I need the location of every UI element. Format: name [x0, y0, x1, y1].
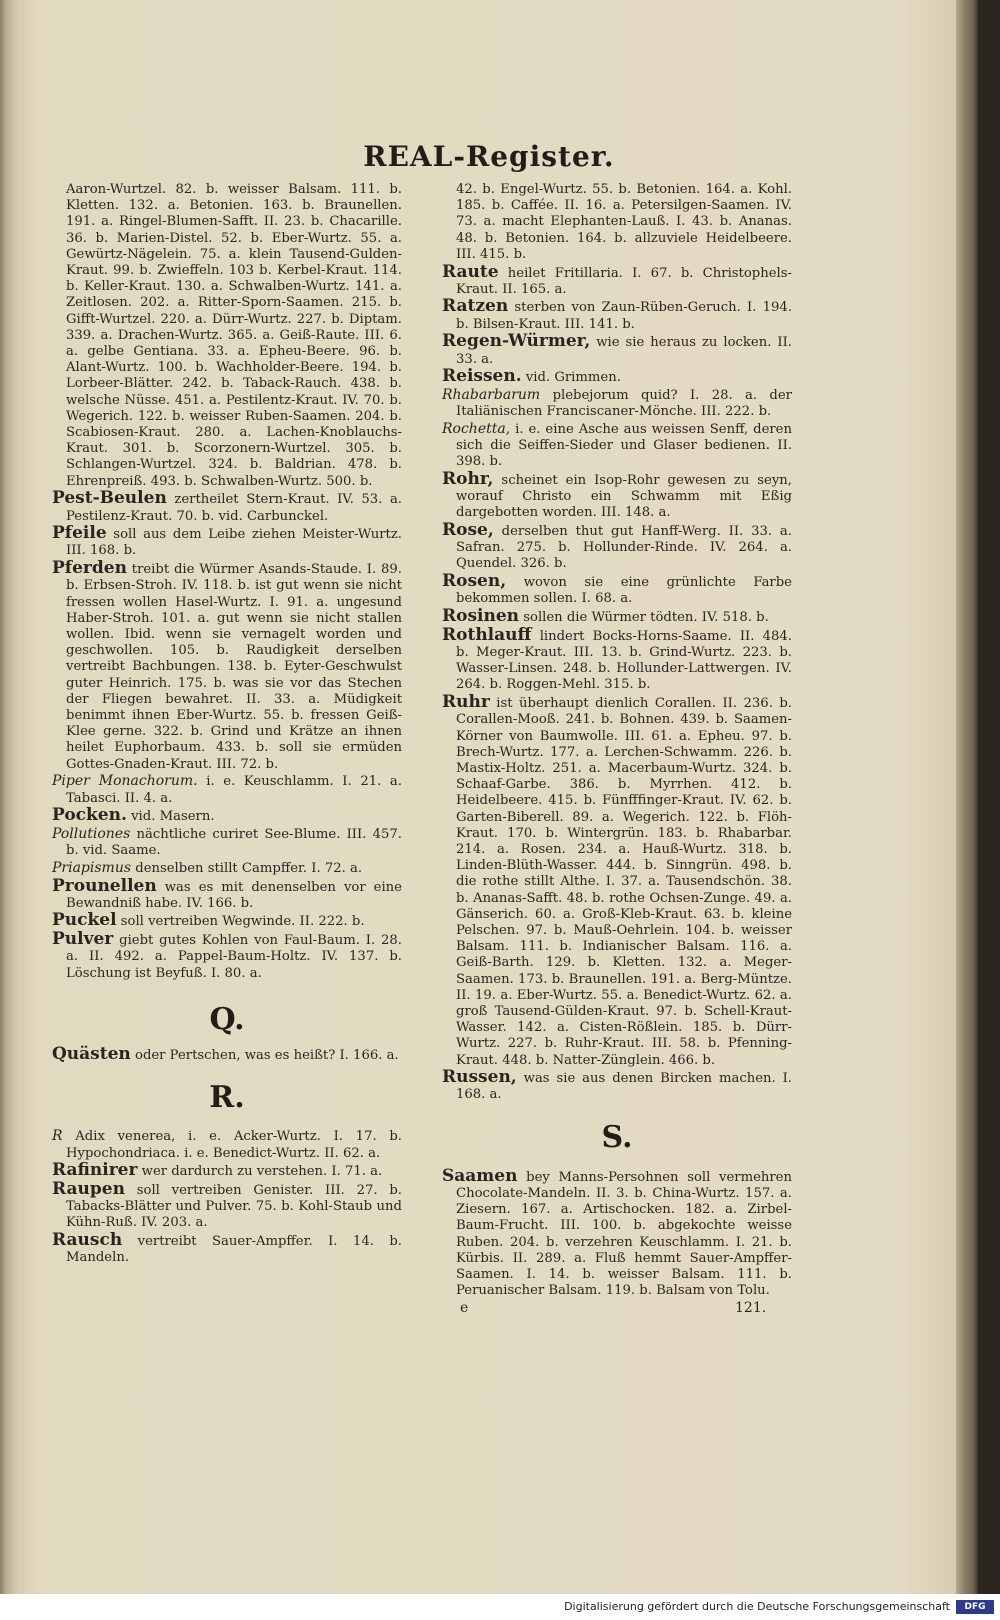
entry-text: i. e. Keuschlamm. I. 21. a. Tabasci. II. 4. a. — [66, 774, 402, 806]
entry-text: wer dardurch zu verstehen. I. 71. a. — [141, 1164, 383, 1180]
index-entry — [52, 560, 402, 773]
entry-text: sollen die Würmer tödten. IV. 518. b. — [523, 610, 769, 626]
entry-text: 42. b. Engel-Wurtz. 55. b. Betonien. 164. a. Kohl. 185. b. Caffée. II. 16. a. Petersilgen-Saamen. IV. 73. a. macht Elephanten-Lauß. I. 43. b. Ananas. 48. b. Betonien. 164. b. allzuviele Heidelbeere. III. 415. b. — [456, 182, 792, 262]
entry-text: derselben thut gut Hanff-Werg. II. 33. a. Safran. 275. b. Hollunder-Rinde. IV. 264. a. Quendel. 326. b. — [456, 524, 792, 572]
entry-headword: R — [52, 1128, 63, 1145]
index-entry — [442, 298, 792, 332]
index-entry — [442, 387, 792, 420]
dfg-logo: DFG — [956, 1600, 994, 1614]
entry-text: was sie aus denen Bircken machen. I. 168. a. — [456, 1071, 792, 1103]
entry-text: vid. Masern. — [131, 809, 215, 825]
section-letter: Q. — [209, 1001, 245, 1037]
index-entry — [442, 1069, 792, 1103]
entry-text: lindert Bocks-Horns-Saame. II. 484. b. Meger-Kraut. III. 13. b. Grind-Wurtz. 223. b. Wasser-Linsen. 248. b. Hollunder-Lattwergen. IV. 264. b. Roggen-Mehl. 315. b. — [456, 628, 793, 693]
entry-headword: Prounellen — [52, 875, 157, 896]
index-entry — [52, 875, 402, 912]
entry-headword: Pollutiones — [52, 825, 131, 842]
entry-text: was es mit denenselben vor eine Bewandniß habe. IV. 166. b. — [66, 879, 402, 911]
book-edge — [956, 0, 978, 1594]
entry-text: vertreibt Sauer-Ampffer. I. 14. b. Mandeln. — [66, 1234, 402, 1266]
index-entry — [442, 1165, 792, 1300]
entry-text: soll vertreiben Genister. III. 27. b. Tabacks-Blätter und Pulver. 75. b. Kohl-Staub und Kühn-Ruß. IV. 203. a. — [66, 1182, 402, 1231]
entry-headword: Rose, — [442, 520, 494, 541]
entry-headword: Rausch — [52, 1230, 123, 1251]
entry-headword: Rosen, — [442, 571, 507, 592]
entry-text: giebt gutes Kohlen von Faul-Baum. I. 28. a. II. 492. a. Pappel-Baum-Holtz. IV. 137. b. Löschung ist Beyfuß. I. 80. a. — [66, 933, 402, 981]
entry-text: i. e. eine Asche aus weissen Senff, deren sich die Seiffen-Sieder und Glaser bedienen. II. 398. b. — [456, 421, 792, 470]
index-entry — [52, 1128, 402, 1161]
signature-mark: e — [460, 1300, 469, 1316]
entry-headword: Puckel — [52, 910, 117, 931]
entry-headword: Raute — [442, 261, 499, 282]
entry-headword: Rochetta, — [442, 420, 511, 437]
entry-text: soll aus dem Leibe ziehen Meister-Wurtz. III. 168. b. — [66, 527, 402, 559]
section-letter: S. — [601, 1119, 633, 1155]
entry-headword: Rothlauff — [442, 624, 532, 645]
right-column — [442, 182, 792, 1300]
entry-headword: Rohr, — [442, 468, 494, 489]
entry-text: bey Manns-Persohnen soll vermehren Chocolate-Mandeln. II. 3. b. China-Wurtz. 157. a. Ziesern. 167. a. Artischocken. 182. a. Zirbel-Baum-Frucht. III. 100. b. abgekochte weisse Ruben. 204. b. verzehren Keuschlamm. I. 21. b. Kürbis. II. 289. a. Fluß hemmt Sauer-Ampffer-Saamen. I. 14. b. weisser Balsam. 111. b. Peruanischer Balsam. 119. b. Balsam von Tolu. — [456, 1169, 792, 1299]
page-number: 121. — [735, 1300, 767, 1316]
entry-text: nächtliche curiret See-Blume. III. 457. b. vid. Saame. — [66, 826, 402, 859]
entry-headword: Reissen. — [442, 366, 522, 387]
entry-text: zertheilet Stern-Kraut. IV. 53. a. Pestilenz-Kraut. 70. b. vid. Carbunckel. — [66, 492, 402, 524]
index-entry — [52, 1043, 402, 1064]
index-entry — [442, 368, 792, 386]
index-entry — [52, 826, 402, 859]
index-entry — [442, 624, 793, 694]
index-entry — [52, 490, 402, 524]
index-entry — [442, 421, 792, 471]
entry-text: wie sie heraus zu locken. II. 33. a. — [456, 335, 792, 367]
entry-headword: Pfeile — [52, 523, 107, 544]
entry-headword: Pferden — [52, 558, 127, 579]
index-entry — [442, 694, 792, 1069]
index-entry — [52, 182, 402, 490]
index-entry — [442, 333, 792, 367]
entry-headword: Regen-Würmer, — [442, 331, 591, 352]
entry-text: heilet Fritillaria. I. 67. b. Christophels-Kraut. II. 165. a. — [456, 265, 792, 297]
index-entry — [52, 525, 402, 559]
index-entry — [52, 773, 402, 806]
index-entry — [52, 912, 402, 930]
entry-text: scheinet ein Isop-Rohr gewesen zu seyn, worauf Christo ein Schwamm mit Eßig dargebotten worden. III. 148. a. — [456, 472, 792, 521]
section-letter: R. — [209, 1080, 245, 1116]
entry-text: wovon sie eine grünlichte Farbe bekommen sollen. I. 68. a. — [456, 575, 792, 607]
credit-text: Digitalisierung gefördert durch die Deutsche Forschungsgemeinschaft — [564, 1600, 950, 1613]
index-entry — [442, 182, 792, 263]
index-entry — [52, 1232, 402, 1266]
entry-headword: Pocken. — [52, 805, 127, 826]
entry-text: sterben von Zaun-Rüben-Geruch. I. 194. b. Bilsen-Kraut. III. 141. b. — [456, 300, 792, 332]
entry-headword: Rafinirer — [52, 1160, 138, 1181]
index-entry — [442, 608, 792, 626]
index-entry — [442, 573, 792, 607]
entry-headword: Russen, — [442, 1067, 517, 1088]
entry-headword: Quästen — [52, 1043, 131, 1064]
index-entry — [52, 931, 402, 982]
entry-headword: Ruhr — [442, 692, 490, 713]
index-entry — [442, 522, 792, 573]
index-entry — [52, 860, 402, 877]
entry-headword: Raupen — [52, 1178, 125, 1199]
entry-headword: Saamen — [442, 1165, 518, 1186]
entry-text: plebejorum quid? I. 28. a. der Italiänischen Franciscaner-Mönche. III. 222. b. — [456, 387, 792, 420]
index-entry — [442, 261, 792, 298]
entry-headword: Pulver — [52, 929, 114, 950]
index-entry — [442, 468, 792, 522]
page-title: REAL-Register. — [363, 140, 615, 173]
entry-text: Aaron-Wurtzel. 82. b. weisser Balsam. 111. b. Kletten. 132. a. Betonien. 163. b. Braunellen. 191. a. Ringel-Blumen-Safft. II. 23. b. Chacarille. 36. b. Marien-Distel. 52. b. Eber-Wurtz. 55. a. Gewürtz-Nägelein. 75. a. klein Tausend-Gulden-Kraut. 99. b. Zwieffeln. 103 b. Kerbel-Kraut. 114. b. Keller-Kraut. 130. a. Schwalben-Wurtz. 141. a. Zeitlosen. 202. a. Ritter-Sporn-Saamen. 215. b. Gifft-Wurtzel. 220. a. Dürr-Wurtz. 227. b. Diptam. 339. a. Drachen-Wurtz. 365. a. Geiß-Raute. III. 6. a. gelbe Gentiana. 33. a. Epheu-Beere. 96. b. Alant-Wurtz. 100. b. Wachholder-Beere. 194. b. Lorbeer-Blätter. 242. b. Taback-Rauch. 438. b. welsche Nüsse. 451. a. Pestilentz-Kraut. IV. 70. b. Wegerich. 122. b. weisser Ruben-Saamen. 204. b. Scabiosen-Kraut. 280. a. Lachen-Knoblauchs-Kraut. 301. b. Scorzonern-Wurtzel. 305. b. Schlangen-Wurtzel. 324. b. Baldrian. 478. b. Ehrenpreiß. 493. b. Schwalben-Wurtz. 500. b. — [66, 182, 402, 489]
entry-headword: Rosinen — [442, 606, 520, 627]
entry-headword: Priapismus — [52, 859, 132, 876]
index-entry — [52, 807, 402, 825]
entry-text: soll vertreiben Wegwinde. II. 222. b. — [120, 914, 365, 930]
entry-text: Adix venerea, i. e. Acker-Wurtz. I. 17. b. Hypochondriaca. i. e. Benedict-Wurtz. II. 62. a. — [66, 1129, 402, 1161]
entry-headword: Rhabarbarum — [442, 386, 541, 403]
entry-headword: Piper Monachorum. — [52, 773, 198, 790]
left-column — [52, 182, 402, 1267]
entry-headword: Ratzen — [442, 296, 509, 317]
entry-headword: Pest-Beulen — [52, 488, 167, 509]
index-entry — [52, 1162, 402, 1180]
entry-text: treibt die Würmer Asands-Staude. I. 89. b. Erbsen-Stroh. IV. 118. b. ist gut wenn sie nicht fressen wollen Hasel-Wurtz. I. 91. a. ungesund Haber-Stroh. 101. a. gut wenn sie nicht stallen wollen. Ibid. wenn sie vernagelt worden und geschwollen. 105. b. Raudigkeit derselben vertreibt Bachbungen. 138. b. Eyter-Geschwulst guter Heinrich. 175. b. was sie vor das Stechen der Fliegen bewahret. II. 33. a. Müdigkeit benimmt ihnen Eber-Wurtz. 55. b. fressen Geiß-Klee gerne. 322. b. Grind und Krätze an ihnen heilet Euphorbaum. 433. b. soll sie ermüden Gottes-Gnaden-Kraut. III. 72. b. — [66, 562, 402, 772]
entry-text: oder Pertschen, was es heißt? I. 166. a. — [135, 1047, 399, 1063]
entry-text: ist überhaupt dienlich Corallen. II. 236. b. Corallen-Mooß. 241. b. Bohnen. 439. b. Saamen-Körner von Baumwolle. III. 61. a. Epheu. 97. b. Brech-Wurtz. 177. a. Lerchen-Schwamm. 226. b. Mastix-Holtz. 251. a. Macerbaum-Wurtz. 324. b. Schaaf-Garbe. 386. b. Myrrhen. 412. b. Heidelbeere. 415. b. Fünfffinger-Kraut. IV. 62. b. Garten-Biberell. 89. a. Wegerich. 122. b. Flöh-Kraut. 170. b. Wintergrün. 183. b. Rhabarbar. 214. a. Rosen. 234. a. Hauß-Wurtz. 318. b. Linden-Blüth-Wasser. 444. b. Sinngrün. 498. b. die rothe stillt Althe. I. 37. a. Tausendschön. 38. b. Ananas-Safft. 48. b. rothe Ochsen-Zunge. 49. a. Gänserich. 60. a. Groß-Kleb-Kraut. 63. b. kleine Pelschen. 97. b. Mauß-Oehrlein. 104. b. weisser Balsam. 111. b. Indianischer Balsam. 116. a. Geiß-Barth. 129. b. Kletten. 132. a. Meger-Saamen. 173. b. Braunellen. 191. a. Berg-Müntze. II. 19. a. Eber-Wurtz. 55. a. Benedict-Wurtz. 62. a. groß Tausend-Gülden-Kraut. 97. b. Schell-Kraut-Wasser. 142. a. Cisten-Rößlein. 185. b. Dürr-Wurtz. 227. b. Ruhr-Kraut. III. 58. b. Pfenning-Kraut. 448. b. Natter-Zünglein. 466. b. — [456, 696, 792, 1068]
entry-text: denselben stillt Campffer. I. 72. a. — [135, 860, 363, 876]
entry-text: vid. Grimmen. — [525, 370, 621, 386]
index-entry — [52, 1178, 402, 1232]
